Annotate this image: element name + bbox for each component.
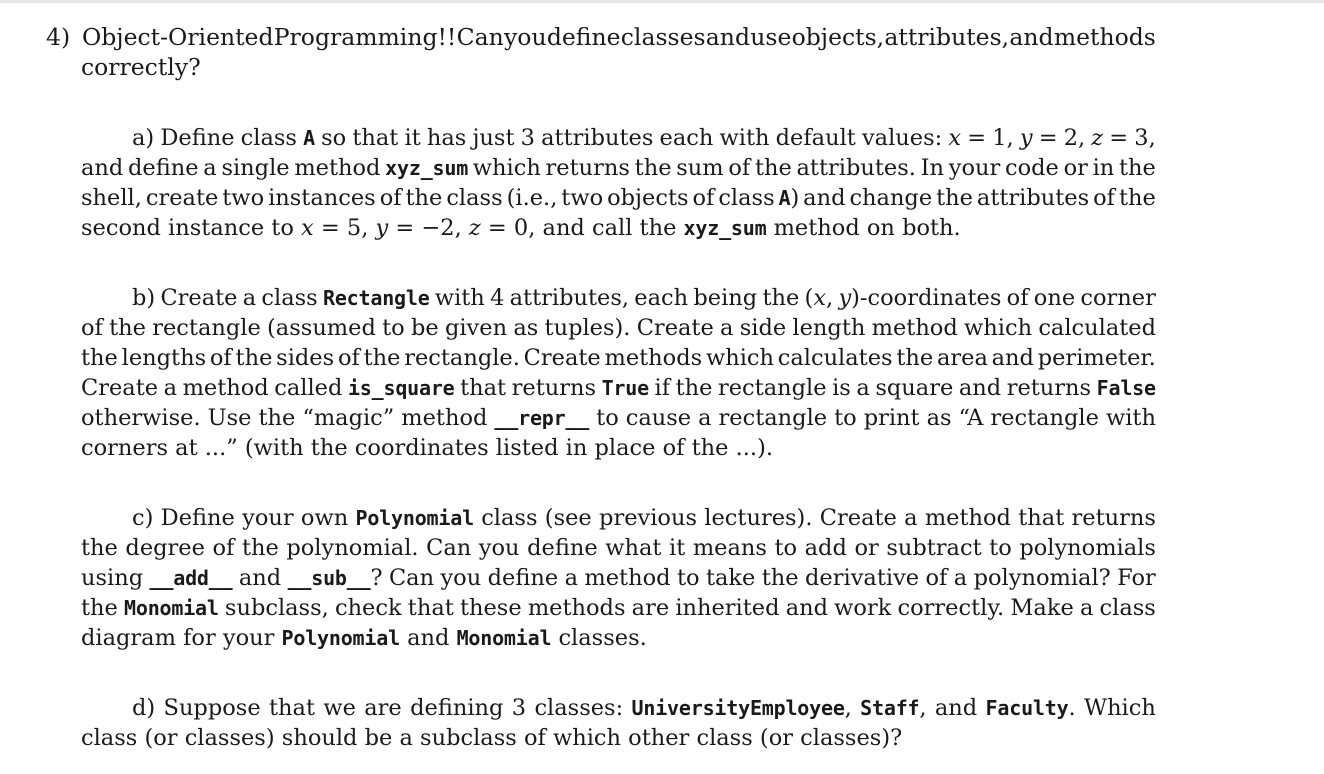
part-d-line-1: d) Suppose that we are defining 3 classes: UniversityEmployee, Staff, and Faculty. Which [132, 695, 1156, 721]
part-d-line-2: class (or classes) should be a subclass of which other class (or classes)? [81, 725, 903, 751]
part-c-line-4: the Monomial subclass, check that these methods are inherited and work correctly. Make a class [81, 595, 1156, 621]
question-heading [46, 22, 1156, 82]
part-a-line-2: and define a single method xyz_sum which returns the sum of the attributes. In your code or in the [81, 155, 1156, 181]
part-a-line-4: second instance to x = 5, y = −2, z = 0, and call the xyz_sum method on both. [81, 215, 961, 241]
part-b-line-6: corners at ...” (with the coordinates listed in place of the ...). [81, 435, 773, 461]
question-number: 4) [46, 23, 71, 51]
part-c [81, 503, 1156, 653]
question-title-text: Object-Oriented Programming!! Can you define classes and use objects, attributes, and methods [82, 23, 1156, 51]
part-c-line-2: the degree of the polynomial. Can you define what it means to add or subtract to polynomials [81, 535, 1156, 561]
part-a-line-3: shell, create two instances of the class (i.e., two objects of class A) and change the attributes of the [81, 185, 1156, 211]
part-b-line-5: otherwise. Use the “magic” method __repr__ to cause a rectangle to print as “A rectangle with [81, 405, 1156, 431]
question-title-line-1 [46, 22, 1156, 52]
part-b [81, 283, 1156, 463]
part-a [81, 123, 1156, 243]
part-b-line-3: the lengths of the sides of the rectangle. Create methods which calculates the area and perimeter. [81, 345, 1156, 371]
part-a-line-1: a) Define class A so that it has just 3 attributes each with default values: x = 1, y = 2, z = 3, [132, 125, 1156, 151]
part-c-line-3: using __add__ and __sub__? Can you define a method to take the derivative of a polynomial? For [81, 565, 1156, 591]
part-b-line-4: Create a method called is_square that returns True if the rectangle is a square and returns False [81, 375, 1156, 401]
part-c-line-1: c) Define your own Polynomial class (see previous lectures). Create a method that returns [132, 505, 1156, 531]
part-b-line-1: b) Create a class Rectangle with 4 attributes, each being the (x, y)-coordinates of one corner [132, 285, 1156, 311]
part-b-line-2: of the rectangle (assumed to be given as tuples). Create a side length method which calculated [81, 315, 1156, 341]
part-d [81, 693, 1156, 753]
question-title-line-2: correctly? [81, 53, 201, 81]
top-divider [0, 0, 1324, 3]
part-c-line-5: diagram for your Polynomial and Monomial classes. [81, 625, 647, 651]
